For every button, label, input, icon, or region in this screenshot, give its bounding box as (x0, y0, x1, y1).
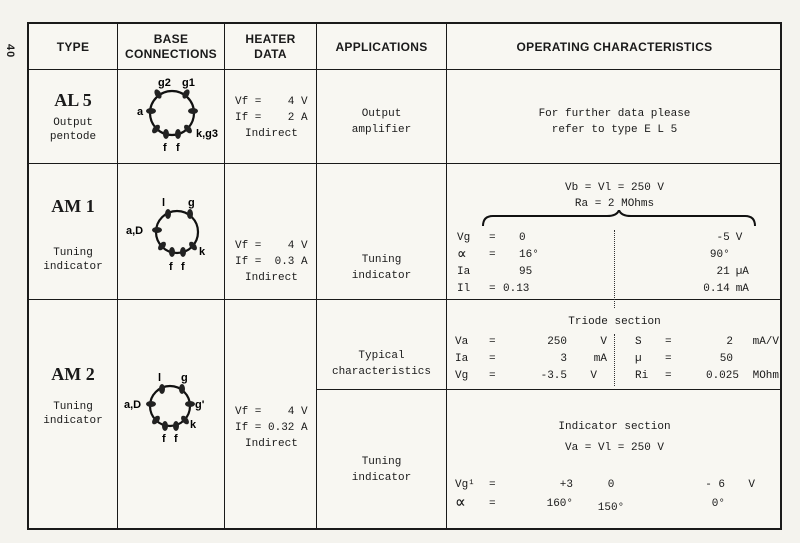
am2-heater-data (235, 404, 308, 452)
sym: ∝ (455, 494, 466, 514)
am1-operating-head (447, 180, 782, 212)
am2-desc-line2: indicator (43, 415, 103, 427)
unit: mA/V (752, 336, 779, 348)
am1-left-val: 95 (519, 266, 533, 278)
val: 50 (719, 353, 733, 365)
al5-heater-vf: Vf = 4 V (235, 96, 308, 108)
val3: - 6 (705, 479, 725, 491)
am2-ind-row (455, 495, 779, 514)
al5-heater-if: If = 2 A (235, 112, 308, 124)
am2-heater-vf: Vf = 4 V (235, 406, 308, 418)
val: 3 (560, 353, 567, 365)
am1-right-val: 90° (709, 249, 730, 261)
am1-left-eq: = (489, 232, 496, 244)
eq: = (489, 353, 496, 365)
unit: V (748, 479, 755, 491)
am1-left-eq (489, 264, 519, 281)
eq: = (489, 370, 496, 382)
al5-desc-line2: pentode (49, 131, 97, 143)
al5-desc-line1: Output (53, 117, 93, 129)
am1-op-ra: Ra = 2 MOhms (574, 198, 655, 210)
row-divider (29, 163, 780, 164)
am2-heater-if: If = 0.32 A (235, 422, 308, 434)
am1-operating-right (669, 230, 769, 298)
am1-type-name: AM 1 (51, 196, 95, 216)
am2-ind-row (455, 476, 779, 495)
al5-op-line1: For further data please (538, 108, 691, 120)
header-heater-data: HEATER DATA (245, 32, 296, 61)
am2-triode-right-row (635, 334, 781, 351)
am2-app2-line1: Tuning (361, 456, 402, 468)
val1: +3 (559, 479, 573, 491)
header-operating-characteristics: OPERATING CHARACTERISTICS (516, 39, 713, 54)
al5-heater-data (235, 94, 308, 142)
am1-operating-divider (614, 230, 615, 308)
am1-left-row (457, 264, 607, 281)
am1-app-line2: indicator (351, 270, 412, 282)
am1-heater-indirect: Indirect (245, 272, 298, 284)
unit: V (590, 370, 597, 382)
am1-right-unit: V (735, 232, 743, 244)
am1-app-line1: Tuning (361, 254, 402, 266)
eq: = (489, 479, 496, 491)
al5-pin-label-a: a (137, 106, 144, 118)
am2-type-name: AM 2 (51, 364, 95, 384)
val: -3.5 (540, 370, 567, 382)
header-base-connections: BASE CONNECTIONS (125, 32, 217, 61)
header-type: TYPE (56, 39, 90, 54)
al5-pin (163, 129, 169, 139)
am2-pin (179, 414, 190, 426)
am1-heater-vf: Vf = 4 V (235, 240, 308, 252)
sym: µ (635, 353, 642, 365)
am2-triode-left-row (455, 334, 611, 351)
val2: 0 (607, 479, 615, 491)
al5-pin-label-g2: g2 (158, 77, 171, 89)
am2-app2-line2: indicator (351, 472, 412, 484)
am1-left-sym: Vg (457, 232, 471, 244)
val3: 0° (711, 498, 725, 510)
sym: Ri (635, 370, 649, 382)
am2-triode-divider (614, 334, 615, 386)
am2-pin-label-a: a,D (124, 399, 142, 411)
am1-right-row (669, 264, 769, 281)
am1-op-vb: Vb = Vl = 250 V (564, 182, 665, 194)
am2-app1-line1: Typical (358, 350, 405, 362)
am2-indicator-table (455, 476, 779, 514)
sym: Ia (455, 353, 469, 365)
am1-pin-label-f: f (181, 261, 185, 273)
val: 0.025 (705, 370, 739, 382)
am1-pin-label-l: l (162, 197, 166, 209)
am1-base-diagram (118, 184, 224, 280)
am1-left-sym: Il (457, 283, 471, 295)
am1-heater-data (235, 238, 308, 286)
am2-indicator-sub: Va = Vl = 250 V (564, 442, 665, 454)
row-divider (316, 389, 780, 390)
am1-right-unit (730, 247, 769, 264)
eq: = (665, 370, 672, 382)
al5-pin-label-k: k,g3 (196, 128, 219, 140)
al5-pin-label-f: f (163, 142, 167, 154)
al5-type-cell (29, 90, 117, 143)
am1-pin-label-a: a,D (126, 225, 144, 237)
al5-application (317, 106, 446, 138)
am2-heater-indirect: Indirect (245, 438, 298, 450)
am1-left-row (457, 247, 607, 264)
am2-application-typical (317, 348, 446, 380)
header-applications: APPLICATIONS (335, 39, 428, 54)
am1-left-val: 0.13 (503, 283, 530, 295)
val: 2 (726, 336, 733, 348)
col-divider (224, 24, 225, 528)
al5-app-line1: Output (361, 108, 402, 120)
am1-pin-label-f: f (169, 261, 173, 273)
am2-pin-label-g: g (181, 372, 188, 384)
am1-right-val: 21 (716, 266, 730, 278)
am2-application-tuning (317, 454, 446, 486)
am2-pin-label-g1: g' (195, 399, 205, 411)
am2-pin-label-f: f (174, 433, 178, 445)
am1-pin (152, 227, 162, 233)
am1-application (317, 252, 446, 284)
unit (733, 351, 779, 368)
am2-triode-left-row (455, 351, 611, 368)
am1-brace-path (483, 210, 755, 226)
am2-base-diagram (118, 362, 224, 454)
unit (725, 495, 755, 514)
al5-pin (188, 108, 198, 114)
am1-right-unit: mA (735, 283, 749, 295)
am1-desc-line2: indicator (43, 261, 103, 273)
al5-pin (175, 129, 181, 139)
am2-triode-right (635, 334, 781, 385)
am1-right-val: -5 (716, 232, 730, 244)
am1-right-row (669, 281, 769, 298)
am1-pin (187, 209, 193, 219)
unit: V (600, 336, 607, 348)
al5-op-line2: refer to type E L 5 (551, 124, 678, 136)
val1: 160° (546, 498, 573, 510)
al5-app-line2: amplifier (351, 124, 412, 136)
page-number-text: 40 (4, 44, 16, 59)
am2-triode-right-row (635, 368, 781, 385)
row-divider (29, 299, 780, 300)
am1-desc-line1: Tuning (53, 247, 93, 259)
am2-pin-label-f: f (162, 433, 166, 445)
am1-pin (180, 247, 186, 257)
al5-pin-label-g1: g1 (182, 77, 195, 89)
am2-pin (162, 421, 168, 431)
al5-pin (182, 123, 193, 135)
sym: S (635, 336, 642, 348)
am2-desc-line1: Tuning (53, 401, 93, 413)
am1-left-eq: = (489, 283, 496, 295)
am2-pin-label-l: l (158, 372, 162, 384)
am1-pin (165, 209, 171, 219)
am2-indicator-title: Indicator section (558, 421, 671, 433)
am2-pin (146, 401, 156, 407)
am2-pin (173, 421, 179, 431)
am1-right-row (669, 247, 769, 264)
tube-data-table (27, 22, 782, 530)
am1-operating-left (457, 230, 607, 298)
am2-pin (185, 401, 195, 407)
am1-left-sym: Ia (457, 266, 471, 278)
am1-pin-label-g: g (188, 197, 195, 209)
eq: = (489, 498, 496, 510)
am2-triode-title: Triode section (568, 316, 661, 328)
am2-pin (179, 384, 185, 394)
eq: = (665, 353, 672, 365)
am1-left-val: 0 (519, 232, 526, 244)
unit: mA (593, 353, 607, 365)
am1-left-sym: ∝ (457, 246, 467, 264)
am2-triode-left (455, 334, 611, 385)
sym: Va (455, 336, 469, 348)
am1-left-eq: = (489, 249, 496, 261)
al5-pin (146, 108, 156, 114)
am1-heater-if: If = 0.3 A (235, 256, 308, 268)
am2-pin (159, 384, 165, 394)
am2-app1-line2: characteristics (331, 366, 432, 378)
al5-base-diagram (118, 71, 224, 163)
al5-pin (150, 123, 161, 135)
am1-right-row (669, 230, 769, 247)
unit: MOhm (752, 370, 779, 382)
al5-type-name: AL 5 (54, 90, 92, 110)
am1-left-row (457, 230, 607, 247)
al5-pin-label-f: f (176, 142, 180, 154)
am1-pin (169, 247, 175, 257)
am2-pin-label-k: k (190, 419, 197, 431)
val: 250 (547, 336, 567, 348)
am2-type-cell (29, 364, 117, 427)
sym: Vg¹ (455, 479, 475, 491)
am1-right-val: 0.14 (703, 283, 730, 295)
am1-brace (479, 210, 759, 230)
am1-right-unit: µA (735, 266, 749, 278)
am1-pin-label-k: k (199, 246, 206, 258)
am2-triode-left-row (455, 368, 611, 385)
am1-left-val: 16° (519, 249, 539, 261)
sym: Vg (455, 370, 469, 382)
am2-triode-right-row (635, 351, 781, 368)
am1-left-row (457, 281, 607, 298)
val2: 150° (597, 502, 625, 514)
am1-type-cell (29, 196, 117, 273)
al5-heater-indirect: Indirect (245, 128, 298, 140)
eq: = (489, 336, 496, 348)
al5-operating (447, 106, 782, 138)
eq: = (665, 336, 672, 348)
